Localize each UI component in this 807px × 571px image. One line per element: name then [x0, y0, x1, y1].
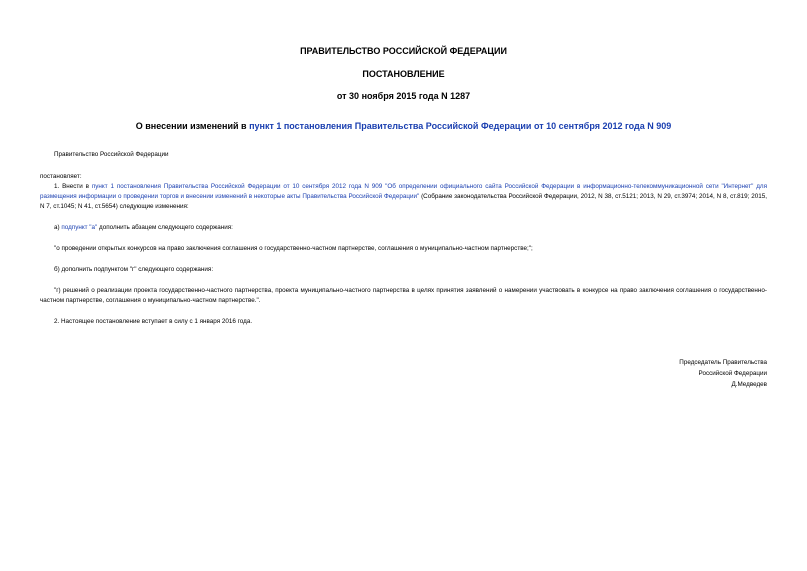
paragraph-1-end: (Собрание законодательства Российской Федерации, 2012, N 38, ст.5121; 2013, N 29, ст.3974; 2014, N 8, ст.819; 2015, N 7, ст.1045; N 41, ст.5654) следующие изменения: — [40, 193, 767, 211]
government-heading: ПРАВИТЕЛЬСТВО РОССИЙСКОЙ ФЕДЕРАЦИИ — [300, 46, 507, 56]
quote-1: "о проведении открытых конкурсов на право заключения соглашения о государственно-частном партнерстве, соглашения о муниципально-частном партнерстве;"; — [54, 245, 533, 252]
postanovlyaet-line: постановляет: — [40, 173, 82, 180]
paragraph-2: 2. Настоящее постановление вступает в силу с 1 января 2016 года. — [54, 318, 253, 325]
title-link[interactable]: пункт 1 постановления Правительства Российской Федерации от 10 сентября 2012 года N 909 — [249, 121, 672, 131]
subpoint-a-link[interactable]: подпункт "а" — [61, 224, 98, 231]
signature-title: Председатель Правительства — [679, 359, 767, 366]
document-title — [40, 121, 767, 131]
subpoint-a — [54, 223, 781, 233]
subpoint-a-prefix: а) — [54, 224, 62, 231]
paragraph-1 — [40, 182, 767, 213]
subpoint-a-rest: дополнить абзацем следующего содержания: — [97, 224, 233, 231]
document-type: ПОСТАНОВЛЕНИЕ — [362, 69, 445, 79]
paragraph-1-start: 1. Внести в — [54, 183, 92, 190]
signature-name: Д.Медведев — [731, 381, 767, 388]
quote-2: "г) решений о реализации проекта государственно-частного партнерства, проекта муниципально-частного партнерства в целях принятия заявлений о намерении участвовать в конкурсе на право заключения соглашения о государственно-частном партнерстве, соглашения о муниципально-частном партнерстве.". — [40, 287, 767, 305]
subpoint-b: б) дополнить подпунктом "г" следующего содержания: — [54, 266, 214, 273]
date-number: от 30 ноября 2015 года N 1287 — [336, 91, 471, 101]
signature-country: Российской Федерации — [698, 370, 767, 377]
title-prefix: О внесении изменений в — [135, 121, 250, 131]
government-line: Правительство Российской Федерации — [54, 151, 169, 158]
paragraph-1-link[interactable]: пункт 1 постановления Правительства Российской Федерации от 10 сентября 2012 года N 909 "Об определении официального сайта Российской Федерации в информационно-телекоммуникационной сети "Интернет" для размещения информации о проведении торгов и внесении изменений в некоторые акты Правительства Российской Федерации" — [40, 183, 767, 201]
